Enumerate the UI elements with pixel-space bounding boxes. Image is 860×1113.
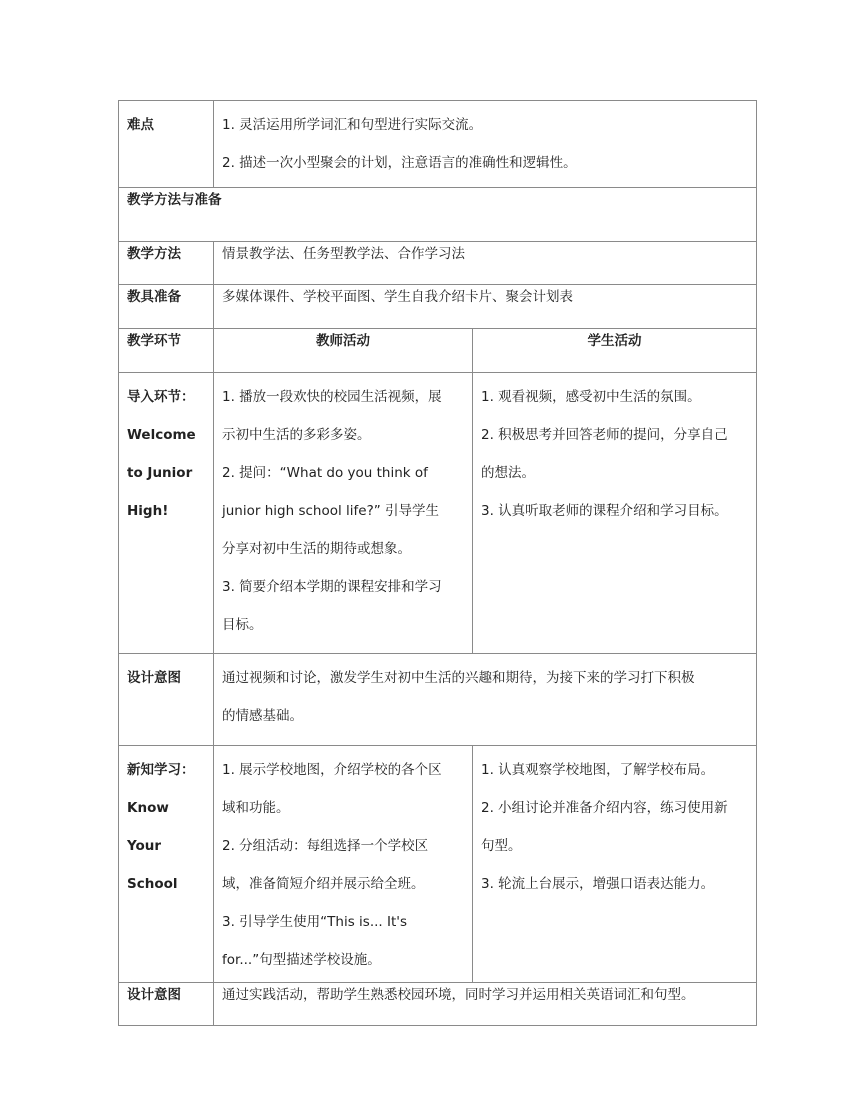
new-student-line: 2. 小组讨论并准备介绍内容，练习使用新 [481,800,728,816]
new-teacher-cell [214,746,473,983]
intent1-label-cell [119,654,214,746]
new-student-line: 1. 认真观察学校地图，了解学校布局。 [481,762,715,778]
intro-teacher-line: 1. 播放一段欢快的校园生活视频，展 [222,389,442,405]
new-student-cell [473,746,757,983]
section-title: 教学方法与准备 [119,188,757,242]
preparation-label: 教具准备 [119,285,214,329]
section-row [119,188,757,242]
difficulty-row [119,101,757,188]
intro-stage-cell [119,373,214,654]
preparation-value: 多媒体课件、学校平面图、学生自我介绍卡片、聚会计划表 [214,285,757,329]
methods-label: 教学方法 [119,242,214,285]
intent1-label: 设计意图 [127,670,181,686]
new-teacher-line: 域和功能。 [222,800,290,816]
intro-stage-line: Welcome [127,427,196,443]
new-learning-row [119,746,757,983]
new-teacher-line: 域，准备简短介绍并展示给全班。 [222,876,425,892]
header-teacher: 教师活动 [214,329,473,373]
new-teacher-line: 2. 分组活动：每组选择一个学校区 [222,838,429,854]
intent1-line: 的情感基础。 [222,708,303,724]
new-teacher-line: 1. 展示学校地图，介绍学校的各个区 [222,762,442,778]
intro-student-cell [473,373,757,654]
difficulty-item: 1. 灵活运用所学词汇和句型进行实际交流。 [222,117,483,133]
activity-header-row [119,329,757,373]
difficulty-label-cell [119,101,214,188]
methods-value: 情景教学法、任务型教学法、合作学习法 [214,242,757,285]
intro-stage-line: High! [127,503,169,519]
intro-row [119,373,757,654]
new-teacher-line: for...”句型描述学校设施。 [222,952,381,968]
header-student: 学生活动 [473,329,757,373]
intent-row [119,983,757,1026]
new-student-line: 3. 轮流上台展示，增强口语表达能力。 [481,876,715,892]
intro-teacher-line: 2. 提问：“What do you think of [222,465,428,481]
intro-teacher-line: 3. 简要介绍本学期的课程安排和学习 [222,579,442,595]
methods-row [119,242,757,285]
intro-stage-line: 导入环节： [127,389,195,405]
intro-student-line: 的想法。 [481,465,535,481]
lesson-plan-table [118,100,757,1026]
difficulty-label: 难点 [127,117,154,133]
preparation-row [119,285,757,329]
new-stage-line: School [127,876,178,892]
difficulty-content-cell [214,101,757,188]
intent1-line: 通过视频和讨论，激发学生对初中生活的兴趣和期待，为接下来的学习打下积极 [222,670,695,686]
difficulty-item: 2. 描述一次小型聚会的计划，注意语言的准确性和逻辑性。 [222,155,577,171]
new-stage-line: Know [127,800,169,816]
new-teacher-line: 3. 引导学生使用“This is... It's [222,914,408,930]
intent2-value: 通过实践活动，帮助学生熟悉校园环境，同时学习并运用相关英语词汇和句型。 [214,983,757,1026]
new-student-line: 句型。 [481,838,522,854]
intro-teacher-line: junior high school life?” 引导学生 [222,503,440,519]
intro-teacher-line: 示初中生活的多彩多姿。 [222,427,371,443]
intro-student-line: 1. 观看视频，感受初中生活的氛围。 [481,389,701,405]
intent-row [119,654,757,746]
new-stage-line: 新知学习： [127,762,195,778]
intro-student-line: 2. 积极思考并回答老师的提问，分享自己 [481,427,728,443]
intro-teacher-line: 分享对初中生活的期待或想象。 [222,541,411,557]
intent1-content-cell [214,654,757,746]
new-stage-cell [119,746,214,983]
intro-student-line: 3. 认真听取老师的课程介绍和学习目标。 [481,503,728,519]
intent2-label: 设计意图 [119,983,214,1026]
header-stage: 教学环节 [119,329,214,373]
intro-teacher-line: 目标。 [222,617,263,633]
intro-teacher-cell [214,373,473,654]
intro-stage-line: to Junior [127,465,193,481]
new-stage-line: Your [127,838,162,854]
